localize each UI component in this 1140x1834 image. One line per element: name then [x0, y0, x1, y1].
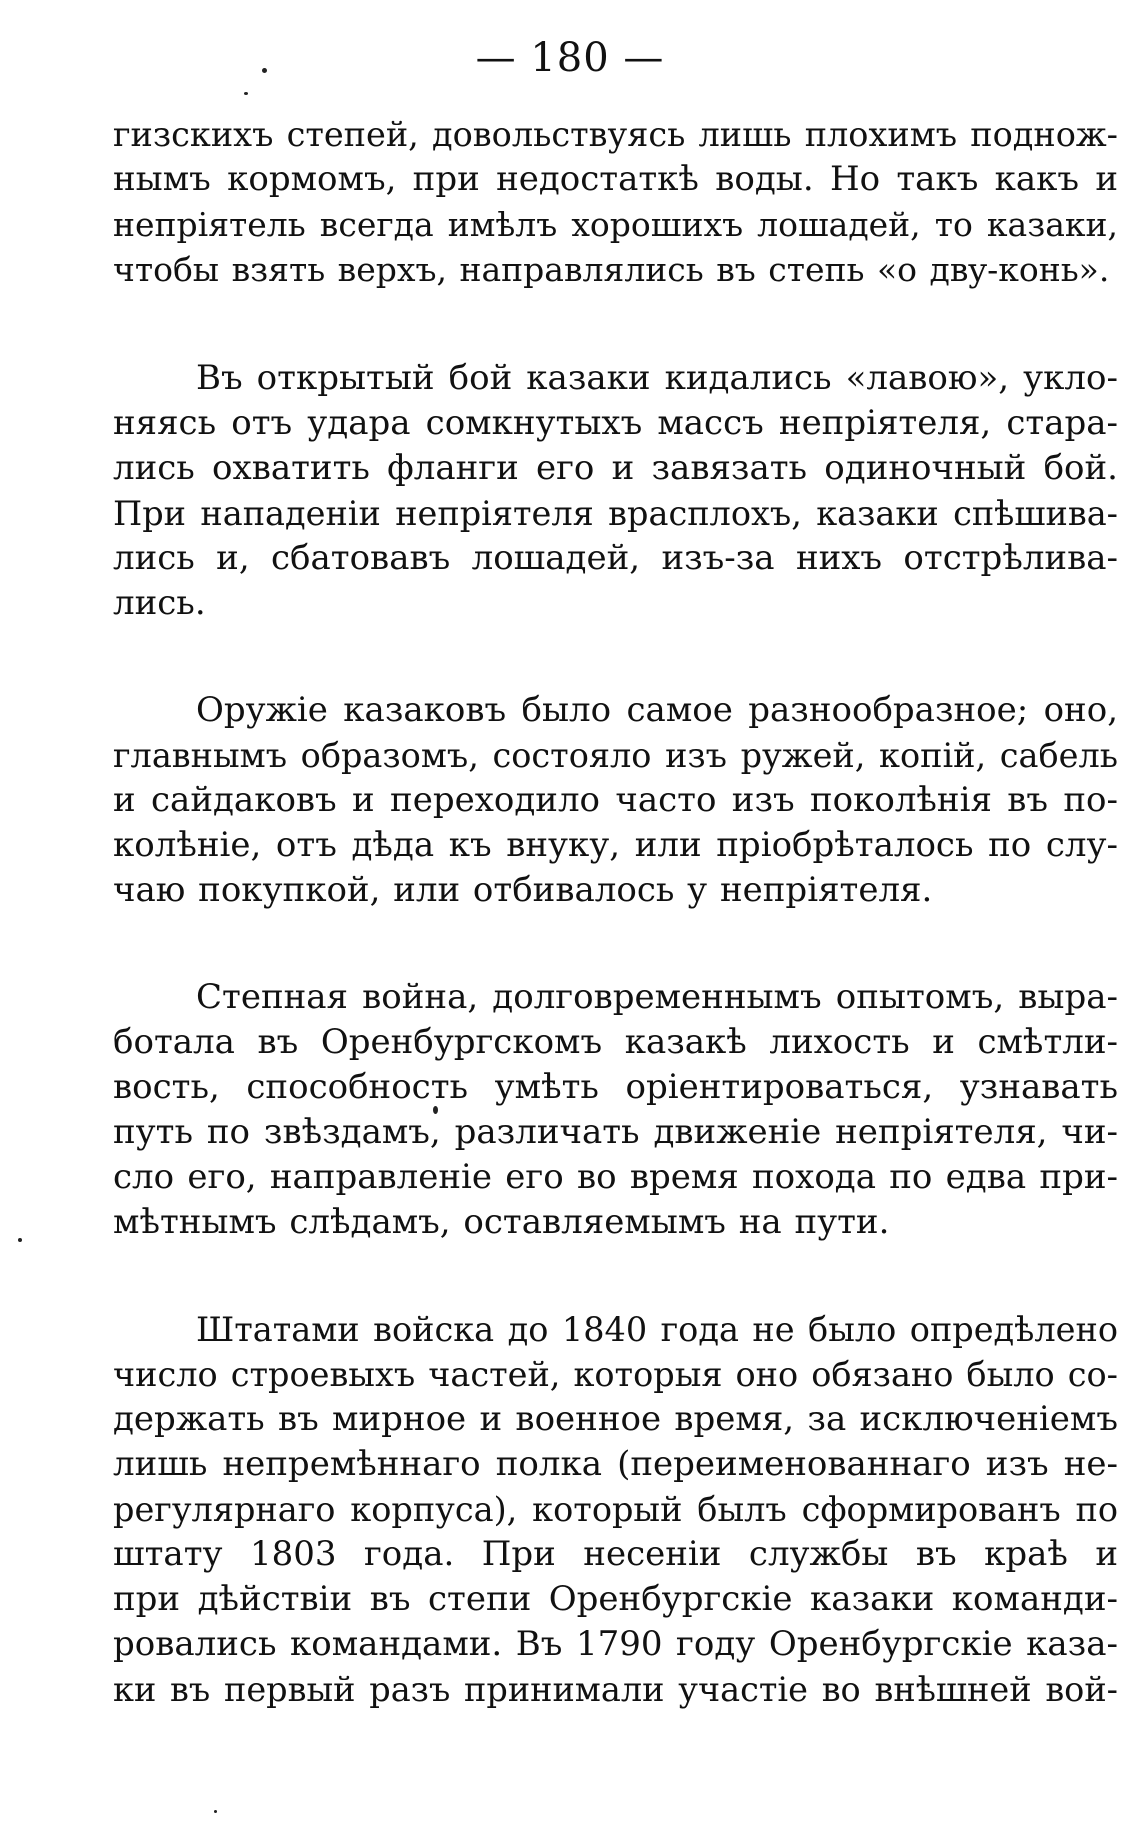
text-line: путь по звѣздамъ, различать движеніе непріятеля, чи-: [113, 1112, 1118, 1152]
text-line: чаю покупкой, или отбивалось у непріятеля.: [113, 870, 933, 910]
page-number: — 180 —: [475, 35, 665, 81]
paragraph-2: [113, 356, 1118, 626]
paragraph-1: [113, 112, 1118, 292]
text-line: нымъ кормомъ, при недостаткѣ воды. Но такъ какъ и: [113, 159, 1118, 199]
text-line: Степная война, долговременнымъ опытомъ, выра-: [196, 977, 1118, 1017]
paragraph-4: [113, 975, 1118, 1245]
text-line: При нападеніи непріятеля врасплохъ, казаки спѣшива-: [113, 494, 1118, 533]
text-line: число строевыхъ частей, которыя оно обязано было со-: [113, 1355, 1118, 1394]
text-line: штату 1803 года. При несеніи службы въ краѣ и: [113, 1534, 1118, 1574]
text-line: при дѣйствіи въ степи Оренбургскіе казаки команди-: [113, 1579, 1118, 1619]
print-speck: [18, 1238, 22, 1242]
text-line: няясь отъ удара сомкнутыхъ массъ непріятеля, стара-: [113, 403, 1118, 443]
text-line: лишь непремѣннаго полка (переименованнаго изъ не-: [113, 1444, 1118, 1484]
text-line: Оружіе казаковъ было самое разнообразное; оно,: [196, 690, 1118, 730]
print-speck: [244, 92, 248, 95]
text-line: ровались командами. Въ 1790 году Оренбургскіе каза-: [113, 1624, 1118, 1664]
paragraph-3: [113, 688, 1118, 913]
text-line: и сайдаковъ и переходило часто изъ поколѣнія въ по-: [113, 780, 1118, 820]
text-line: Въ открытый бой казаки кидались «лавою», укло-: [196, 358, 1118, 398]
text-line: чтобы взять верхъ, направлялись въ степь «о двy-конь».: [113, 250, 1110, 289]
text-line: непріятель всегда имѣлъ хорошихъ лошадей, то казаки,: [113, 205, 1118, 244]
body-text: [113, 112, 1118, 1774]
text-line: лись и, сбатовавъ лошадей, изъ-за нихъ отстрѣлива-: [113, 538, 1118, 578]
text-line: лись.: [113, 583, 206, 623]
text-line: ки въ первый разъ принимали участіе во внѣшней вой-: [113, 1670, 1118, 1709]
paragraph-5: [113, 1307, 1118, 1712]
text-line: Штатами войска до 1840 года не было опредѣлено: [196, 1310, 1118, 1349]
text-line: лись охватить фланги его и завязать одиночный бой.: [113, 448, 1118, 488]
text-line: мѣтнымъ слѣдамъ, оставляемымъ на пути.: [113, 1202, 890, 1242]
print-speck: [262, 68, 267, 73]
text-line: главнымъ образомъ, состояло изъ ружей, копій, сабель: [113, 736, 1118, 775]
text-line: регулярнаго корпуса), который былъ сформированъ по: [113, 1490, 1118, 1529]
text-line: держать въ мирное и военное время, за исключеніемъ: [113, 1399, 1118, 1439]
text-line: сло его, направленіе его во время похода по едва при-: [113, 1157, 1118, 1197]
text-line: ботала въ Оренбургскомъ казакѣ лихость и смѣтли-: [113, 1022, 1118, 1062]
text-line: колѣніе, отъ дѣда къ внуку, или пріобрѣталось по слу-: [113, 825, 1118, 865]
text-line: вость, способность умѣть оріентироваться, узнавать: [113, 1067, 1118, 1107]
print-speck: [214, 1810, 217, 1813]
text-line: гизскихъ степей, довольствуясь лишь плохимъ поднож-: [113, 115, 1118, 154]
